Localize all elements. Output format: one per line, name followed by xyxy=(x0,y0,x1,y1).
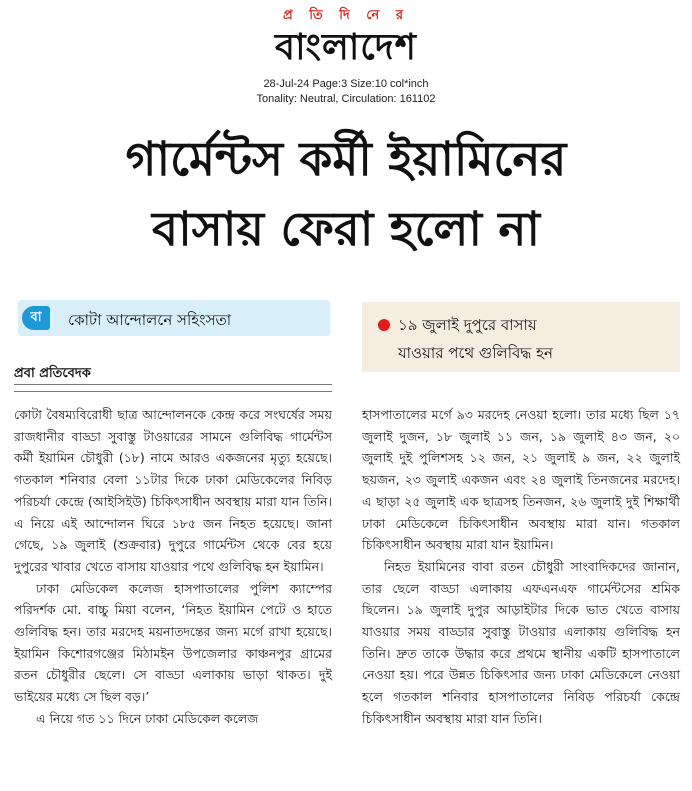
bullet-dot-icon xyxy=(378,319,390,331)
paragraph: কোটা বৈষম্যবিরোধী ছাত্র আন্দোলনকে কেন্দ্র করে সংঘর্ষের সময় রাজধানীর বাড্ডা সুবাস্তু টাওয়ারের সামনে গুলিবিদ্ধ গার্মেন্টস কর্মী ইয়ামিন চৌধুরী (১৮) নামে আরও একজনের মৃত্যু হয়েছে। গতকাল শনিবার বেলা ১১টার দিকে ঢাকা মেডিকেলের নিবিড় পরিচর্যা কেন্দ্রে (আইসিইউ) চিকিৎসাধীন অবস্থায় মারা যান তিনি। এ নিয়ে এই আন্দোলন ঘিরে ১৮৫ জন নিহত হয়েছে। জানা গেছে, ১৯ জুলাই (শুক্রবার) দুপুরে গার্মেন্টস থেকে বের হয়ে দুপুরের খাবার খেতে বাসায় যাওয়ার পথে গুলিবিদ্ধ হন ইয়ামিন। xyxy=(14,407,332,574)
paragraph: এ নিয়ে গত ১১ দিনে ঢাকা মেডিকেল কলেজ xyxy=(36,710,259,726)
masthead-tagline: প্র তি দি নে র xyxy=(282,8,409,23)
rubric-badge-icon: বা xyxy=(22,306,50,330)
article-column-right xyxy=(362,404,680,730)
headline-line-2: বাসায় ফেরা হলো না xyxy=(151,202,541,257)
paragraph: নিহত ইয়ামিনের বাবা রতন চৌধুরী সাংবাদিকদের জানান, তার ছেলে বাড্ডা এলাকায় এফএনএফ গার্মেন্টসের শ্রমিক ছিলেন। ১৯ জুলাই দুপুর আড়াইটার দিকে ভাত খেতে বাসায় যাওয়ার সময় বাড্ডার সুবাস্তু টাওয়ার এলাকায় গুলিবিদ্ধ হন তিনি। দ্রুত তাকে উদ্ধার করে প্রথমে স্থানীয় একটি হাসপাতালে নেওয়া হয়। পরে উন্নত চিকিৎসার জন্য ঢাকা মেডিকেলে নেওয়া হলে গতকাল শনিবার হাসপাতালের নিবিড় পরিচর্যা কেন্দ্রে চিকিৎসাধীন অবস্থায় মারা যান তিনি। xyxy=(362,558,680,726)
callout-line-2: যাওয়ার পথে গুলিবিদ্ধ হন xyxy=(398,344,553,362)
highlight-callout xyxy=(362,302,680,372)
byline: প্রবা প্রতিবেদক xyxy=(14,366,91,381)
headline-line-1: গার্মেন্টস কর্মী ইয়ামিনের xyxy=(125,132,567,187)
section-rubric xyxy=(18,300,330,336)
article-column-left xyxy=(14,404,332,730)
paragraph: ঢাকা মেডিকেল কলেজ হাসপাতালের পুলিশ ক্যাম্পের পরিদর্শক মো. বাচ্চু মিয়া বলেন, ‘নিহত ইয়ামিন পেটে ও হাতে গুলিবিদ্ধ হন। তার মরদেহ ময়নাতদন্তের জন্য মর্গে রাখা হয়েছে। ইয়ামিন কিশোরগঞ্জের মিঠামইন উপজেলার কাঞ্চনপুর গ্রামের রতন চৌধুরীর ছেলে। সে বাড্ডা এলাকায় ভাড়া থাকত। দুই ভাইয়ের মধ্যে সে ছিল বড়।’ xyxy=(14,580,332,705)
article-headline xyxy=(0,125,692,265)
clipping-meta-date-page: 28-Jul-24 Page:3 Size:10 col*inch xyxy=(263,78,429,90)
byline-divider-top xyxy=(14,384,332,385)
newspaper-logo: বাংলাদেশ xyxy=(275,27,417,68)
byline-divider-bottom xyxy=(14,391,332,392)
rubric-label: কোটা আন্দোলনে সহিংসতা xyxy=(68,311,232,329)
paragraph: হাসপাতালের মর্গে ৯৩ মরদেহ নেওয়া হলো। তার মধ্যে ছিল ১৭ জুলাই দুজন, ১৮ জুলাই ১১ জন, ১৯ জুলাই ৪৩ জন, ২০ জুলাই দুই পুলিশসহ ১২ জন, ২১ জুলাই ৯ জন, ২২ জুলাই ছয়জন, ২৩ জুলাই একজন এবং ২৪ জুলাই তিনজনের মরদেহ। এ ছাড়া ২৫ জুলাই এক ছাত্রসহ তিনজন, ২৬ জুলাই দুই শিক্ষার্থী ঢাকা মেডিকেলে চিকিৎসাধীন অবস্থায় মারা যান। গতকাল চিকিৎসাধীন অবস্থায় মারা যান ইয়ামিন। xyxy=(362,407,680,553)
clipping-meta-tonality: Tonality: Neutral, Circulation: 161102 xyxy=(256,93,436,105)
callout-line-1: ১৯ জুলাই দুপুরে বাসায় xyxy=(398,316,537,334)
